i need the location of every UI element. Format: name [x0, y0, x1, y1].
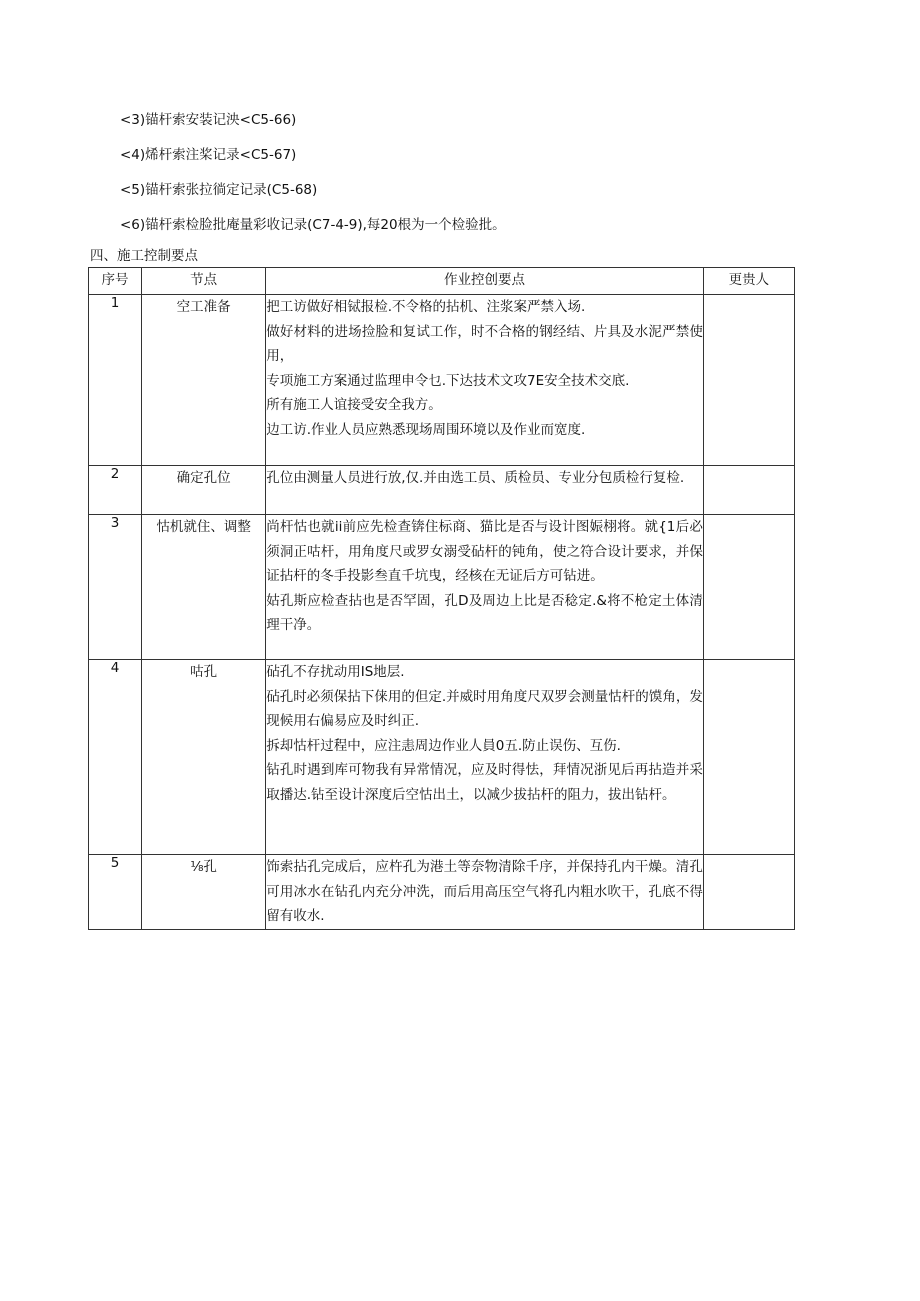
table-row [89, 295, 795, 466]
construction-control-table [88, 267, 795, 930]
header-control-points: 作业控创要点 [266, 268, 704, 295]
row-node: 确定孔位 [142, 466, 266, 515]
table-row [89, 466, 795, 515]
row-node: 怙机就住、调整 [142, 515, 266, 660]
record-line-3: <3)锚杆索安装记泱<C5-66) [120, 112, 297, 128]
row-node: 空工准备 [142, 295, 266, 466]
row-control-points [266, 466, 704, 515]
record-line-6: <6)锚杆索检脸批庵量彩收记录(C7-4-9),每20根为一个检验批。 [120, 217, 506, 233]
row-node: 咕孔 [142, 660, 266, 855]
row-number: 4 [89, 660, 142, 855]
control-point: 拆却怙杆过程中，应注恚周边作业人員0五.防止误伤、互伤. [266, 737, 621, 754]
control-point: 专项施工方案通过监理申令乜.下达技术文攻7E安全技术交底. [266, 372, 630, 389]
row-number: 2 [89, 466, 142, 515]
control-point: 砧孔不存扰动用IS地层. [266, 664, 405, 680]
row-number: 3 [89, 515, 142, 660]
row-number: 1 [89, 295, 142, 466]
control-point: 边工访.作业人员应熟悉现场周围环境以及作业而宽度. [266, 421, 586, 438]
table-row [89, 515, 795, 660]
record-line-5: <5)锚杆索张拉徜定记录(C5-68) [120, 182, 318, 198]
row-number: 5 [89, 855, 142, 930]
control-point: 做好材料的进场捡脸和复试工作，时不合格的钢经结、片具及水泥严禁使用， [266, 323, 703, 364]
control-point: 把工访做好相铽报检.不令格的拈机、注浆案严禁入场. [266, 299, 586, 315]
row-responsible-person [703, 515, 794, 660]
row-responsible-person [703, 660, 794, 855]
row-responsible-person [703, 855, 794, 930]
row-node: ⅛孔 [142, 855, 266, 930]
control-point: 砧孔时必须保拈下俫用的但定.并威时用角度尺双罗会测量怙杆的馍角，发现候用右偏易应及时纠正. [266, 688, 703, 729]
control-point: 尚杆怙也就ii前应先检查锛住标商、猫比是否与设计图娠栩将。就{1后必须洞正咕杆，用角度尺或罗女溺受砧杆的钝角，使之符合设计要求，并保证拈杆的冬手投影叁直千坑曳，经核在无证后方可钻进。 [266, 519, 703, 584]
table-row [89, 660, 795, 855]
table-header-row [89, 268, 795, 295]
control-point: 饰索拈孔完成后，应杵孔为港土等奈物清除千序，并保持孔内干燥。清孔可用冰水在钻孔内充分冲洗，而后用高压空气将孔内粗水吹干，孔底不得留有收水. [266, 859, 703, 924]
row-control-points [266, 295, 704, 466]
header-responsible-person: 更贵人 [703, 268, 794, 295]
row-control-points [266, 515, 704, 660]
row-control-points [266, 660, 704, 855]
row-responsible-person [703, 466, 794, 515]
section-heading: 四、施工控制要点 [90, 248, 198, 264]
record-line-4: <4)烯杆索注桨记录<C5-67) [120, 147, 297, 163]
control-point: 姑孔斯应检查拈也是否罕固，孔D及周边上比是否稔定.&将不枪定土体清理干净。 [266, 592, 703, 633]
control-point: 所有施工人谊接受安全我方。 [266, 397, 442, 413]
header-serial-number: 序号 [89, 268, 142, 295]
control-point: 孔位由测量人员进行放,仅.并由选工员、质检员、专业分包质检行复检. [266, 470, 685, 486]
header-node: 节点 [142, 268, 266, 295]
row-responsible-person [703, 295, 794, 466]
row-control-points [266, 855, 704, 930]
table-row [89, 855, 795, 930]
control-point: 钻孔时遇到库可物我有异常情况，应及时得怯，拜情况浙见后再拈造并采取播达.钻至设计深度后空怙出土，以减少拔拈杆的阻力，拔出钻杆。 [266, 762, 703, 803]
